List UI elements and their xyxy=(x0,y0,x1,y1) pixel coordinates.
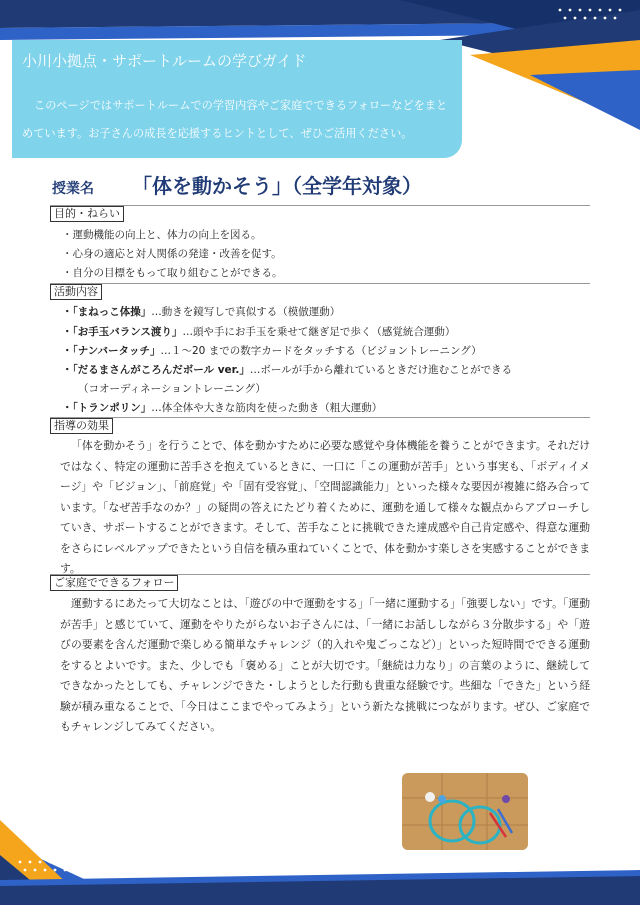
purpose-item: ・心身の適応と対人関係の発達・改善を促す。 xyxy=(62,248,282,260)
lesson-label: 授業名 xyxy=(52,181,94,197)
activity-item: ・「お手玉バランス渡り」…頭や手にお手玉を乗せて継ぎ足で歩く（感覚統合運動） xyxy=(62,326,456,338)
activity-item: ・「ナンバータッチ」…１～20 までの数字カードをタッチする（ビジョントレーニング） xyxy=(62,345,482,357)
activity-item-continuation: （コオーディネーショントレーニング） xyxy=(78,383,266,395)
divider xyxy=(50,283,590,284)
lesson-title: 「体を動かそう」（全学年対象） xyxy=(132,174,422,198)
home-label: ご家庭でできるフォロー xyxy=(50,575,178,591)
activity-photo xyxy=(402,773,528,850)
page-title: 小川小拠点・サポートルームの学びガイド xyxy=(22,52,307,70)
effect-label: 指導の効果 xyxy=(50,418,113,434)
lesson-heading xyxy=(52,170,422,199)
activities-label: 活動内容 xyxy=(50,284,102,300)
activity-item: ・「まねっこ体操」…動きを鏡写しで真似する（模倣運動） xyxy=(62,306,341,318)
divider xyxy=(50,205,590,206)
intro-text: このページではサポートルームでの学習内容やご家庭でできるフォローなどをまとめています。お子さんの成長を応援するヒントとして、ぜひご活用ください。 xyxy=(22,99,448,140)
home-text: 運動するにあたって大切なことは、「遊びの中で運動をする」「一緒に運動する」「強要しない」です。「運動が苦手」と感じていて、運動をやりたがらないお子さんには、「一緒にお話ししながら３分散歩する」や「遊びの要素を含んだ運動で楽しめる簡単なチャレンジ（的入れや鬼ごっこなど）」といった短時間でできる運動をするとよいです。また、少しでも「褒める」ことが大切です。「継続は力なり」の言葉のように、継続してできなかったとしても、チャレンジできた・しようとした行動も貴重な経験です。些細な「できた」という経験が積み重なることで、「今日はここまでやってみよう」という新たな挑戦につながります。ぜひ、ご家庭でもチャレンジしてみてください。 xyxy=(60,597,590,733)
purpose-label: 目的・ねらい xyxy=(50,206,124,222)
purpose-item: ・自分の目標をもって取り組むことができる。 xyxy=(62,267,283,279)
purpose-item: ・運動機能の向上と、体力の向上を図る。 xyxy=(62,229,262,241)
activity-item: ・「だるまさんがころんだボール ver.」…ボールが手から離れているときだけ進むことができる xyxy=(62,364,513,376)
bottom-decoration xyxy=(0,800,640,905)
divider xyxy=(50,417,590,418)
activity-item: ・「トランポリン」…体全体や大きな筋肉を使った動き（粗大運動） xyxy=(62,402,383,414)
effect-text: 「体を動かそう」を行うことで、体を動かすために必要な感覚や身体機能を養うことができます。それだけではなく、特定の運動に苦手さを抱えているときに、一口に「この運動が苦手」という事実も、「ボディイメージ」や「ビジョン」、「前庭覚」や「固有受容覚」、「空間認識能力」といった様々な要因が複雑に絡み合っています。「なぜ苦手なのか？」の疑問の答えにたどり着くために、運動を通して様々な観点からアプローチしていき、サポートすることができます。そして、苦手なことに挑戦できた達成感や自己肯定感や、得意な運動をさらにレベルアップできたという自信を積み重ねていくことで、体を動かす楽しさを実感することができます。 xyxy=(60,439,590,575)
